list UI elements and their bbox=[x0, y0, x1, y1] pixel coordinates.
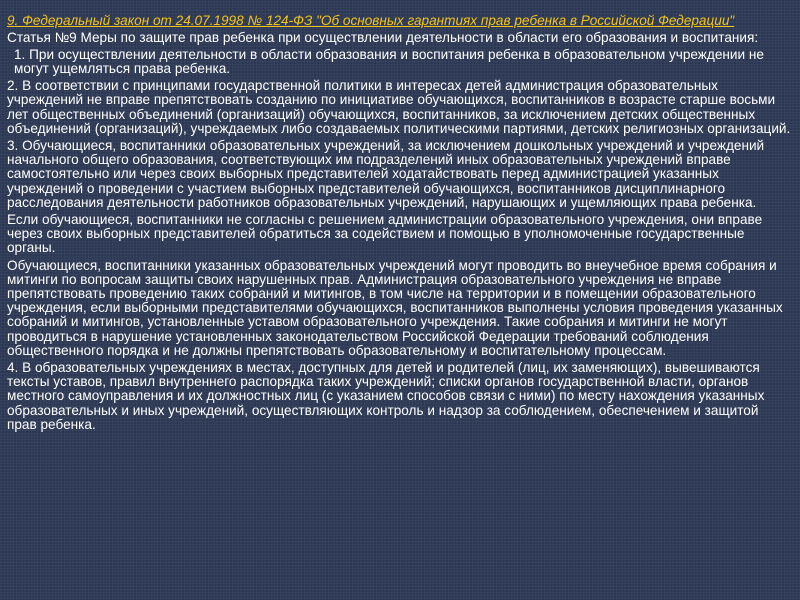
paragraph-4: 4. В образовательных учреждениях в местах, доступных для детей и родителей (лиц, их заменяющих), вывешиваются тексты уставов, правил внутреннего распорядка таких учреждений; списки органов государственной власти, органов местного самоуправления и их должностных лиц (с указанием способов связи с ними) по месту нахождения указанных образовательных и иных учреждений, осуществляющих контроль и надзор за соблюдением, обеспечением и защитой прав ребенка. bbox=[7, 360, 765, 432]
paragraph-3: 3. Обучающиеся, воспитанники образовательных учреждений, за исключением дошкольных учреждений и учреждений начального общего образования, соответствующих им подразделений иных образовательных учреждений вправе самостоятельно или через своих выборных представителей ходатайствовать перед администрацией указанных учреждений о проведении с участием выборных представителей обучающихся, воспитанников дисциплинарного расследования деятельности работников образовательных учреждений, нарушающих и ущемляющих права ребенка. bbox=[7, 138, 765, 210]
paragraph-1: 1. При осуществлении деятельности в области образования и воспитания ребенка в образовательном учреждении не могут ущемляться права ребенка. bbox=[14, 46, 764, 76]
paragraph-meetings: Обучающиеся, воспитанники указанных образовательных учреждений могут проводить во внеучебное время собрания и митинги по вопросам защиты своих нарушенных прав. Администрация образовательного учреждения не вправе препятствовать проведению таких собраний и митингов, в том числе на территории и в помещении образовательного учреждения, если выборными представителями обучающихся, воспитанников выполнены условия проведения указанных собраний и митингов, установленные уставом образовательного учреждения. Такие собрания и митинги не могут проводиться в нарушение установленных законодательством Российской Федерации требований соблюдения общественного порядка и не должны препятствовать образовательному и воспитательному процессам. bbox=[7, 257, 783, 358]
slide-content bbox=[7, 14, 791, 432]
law-title: 9. Федеральный закон от 24.07.1998 № 124-ФЗ "Об основных гарантиях прав ребенка в Российской Федерации" bbox=[7, 13, 735, 28]
paragraph-2: 2. В соответствии с принципами государственной политики в интересах детей администрация образовательных учреждений не вправе препятствовать созданию по инициативе обучающихся, воспитанников в возрасте старше восьми лет общественных объединений (организаций) обучающихся, воспитанников, за исключением детских общественных объединений (организаций), учреждаемых либо создаваемых политическими партиями, детских религиозных организаций. bbox=[7, 78, 791, 136]
article-heading: Статья №9 Меры по защите прав ребенка при осуществлении деятельности в области его образования и воспитания: bbox=[7, 29, 759, 45]
paragraph-appeal: Если обучающиеся, воспитанники не согласны с решением администрации образовательного учреждения, они вправе через своих выборных представителей обратиться за содействием и помощью в уполномоченные государственные органы. bbox=[7, 212, 763, 256]
